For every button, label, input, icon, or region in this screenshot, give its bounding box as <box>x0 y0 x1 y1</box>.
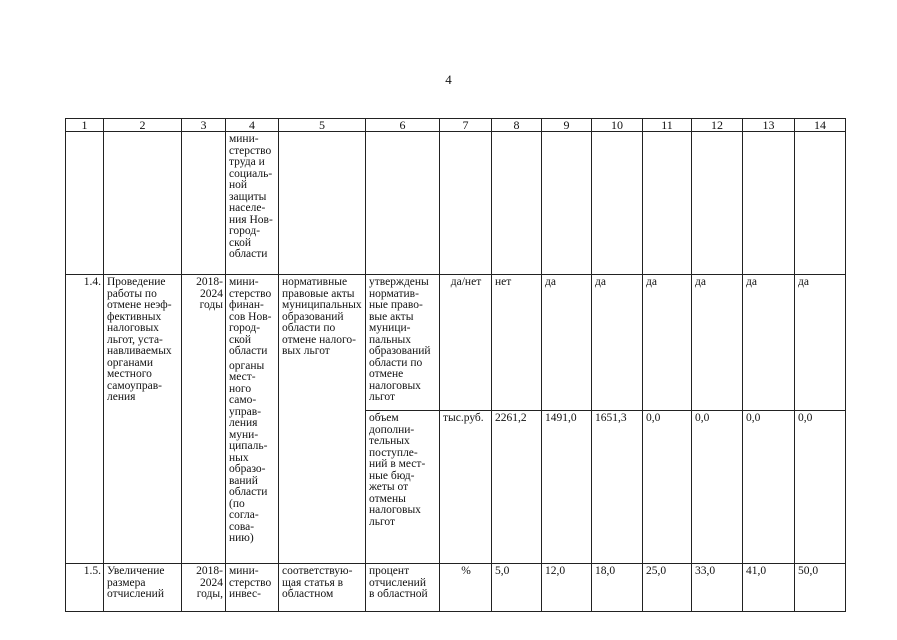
text-line: самоуправ- <box>107 379 162 392</box>
text-line: области <box>229 345 268 357</box>
period <box>182 275 226 564</box>
row-number: 1.5. <box>66 564 104 612</box>
text-line: пальных <box>369 333 411 346</box>
text-line: образований <box>282 310 344 323</box>
value-cell: 0,0 <box>743 411 795 564</box>
text-line: отмене неэф- <box>107 299 172 311</box>
text-line: области по <box>369 356 423 369</box>
text-line: отмены <box>369 492 406 505</box>
text-line: тельных <box>369 435 410 447</box>
value-cell: 5,0 <box>492 564 542 612</box>
indicator-unit: % <box>440 564 492 612</box>
text-line: населе- <box>229 202 266 214</box>
period <box>182 564 226 612</box>
text-line: социаль- <box>229 167 273 180</box>
page-number: 4 <box>445 72 452 87</box>
text-line: правовые акты <box>282 287 355 300</box>
text-line: отчислений <box>369 576 426 589</box>
text-line: ные право- <box>369 299 423 311</box>
text-line: образо- <box>229 463 266 475</box>
measure-name <box>104 275 182 564</box>
header-cell: 6 <box>366 119 440 132</box>
text-line: отчислений <box>107 588 164 600</box>
text-line: ной <box>229 179 248 191</box>
text-line: защиты <box>229 190 267 203</box>
header-cell: 2 <box>104 119 182 132</box>
text-line: норматив- <box>369 287 419 300</box>
text-line: фективных <box>107 310 162 323</box>
indicator-unit: тыс.руб. <box>440 411 492 564</box>
responsible-secondary <box>229 361 276 545</box>
text-line: муниципальных <box>282 299 362 311</box>
text-line: город- <box>229 225 261 237</box>
text-line: щая статья в <box>282 576 344 589</box>
text-line: город- <box>229 322 261 334</box>
program-table <box>65 118 846 612</box>
text-line: областном <box>282 588 334 600</box>
value-cell: да <box>692 275 743 411</box>
header-cell: 7 <box>440 119 492 132</box>
header-cell: 14 <box>795 119 846 132</box>
header-cell: 10 <box>592 119 643 132</box>
text-line: налоговых <box>369 379 421 392</box>
text-line: вых льгот <box>282 345 330 357</box>
text-line: муници- <box>369 322 411 334</box>
text-line: области <box>229 486 268 498</box>
text-line: органы <box>229 359 265 372</box>
text-line: ния Нов- <box>229 213 273 226</box>
text-line: работы по <box>107 287 157 300</box>
row-number: 1.4. <box>66 275 104 564</box>
text-line: утверждены <box>369 276 429 288</box>
value-cell: 41,0 <box>743 564 795 612</box>
text-line: 2018- <box>196 565 223 577</box>
text-line: сов Нов- <box>229 310 272 323</box>
value-cell: 0,0 <box>692 411 743 564</box>
text-line: отмене налого- <box>282 333 356 346</box>
continuation-row <box>66 132 846 275</box>
text-line: Увеличение <box>107 565 165 577</box>
responsible-cell <box>226 132 279 275</box>
responsible-text <box>229 134 276 261</box>
legal-source <box>279 275 366 564</box>
text-line: ваний <box>229 474 258 487</box>
text-line: ской <box>229 333 252 346</box>
text-line: ления <box>229 417 258 429</box>
text-line: отмене <box>369 368 404 380</box>
measure-name <box>104 564 182 612</box>
text-line: налоговых <box>369 504 421 516</box>
text-line: дополни- <box>369 423 415 436</box>
value-cell: 18,0 <box>592 564 643 612</box>
text-line: объем <box>369 412 399 424</box>
header-cell: 5 <box>279 119 366 132</box>
indicator-name <box>366 275 440 411</box>
text-line: стерство <box>229 576 272 589</box>
indicator-name <box>366 564 440 612</box>
text-line: годы <box>199 299 223 311</box>
text-line: финан- <box>229 299 264 311</box>
value-cell: 33,0 <box>692 564 743 612</box>
value-cell: 0,0 <box>795 411 846 564</box>
legal-source <box>279 564 366 612</box>
text-line: мини- <box>229 276 259 288</box>
text-line: ципаль- <box>229 440 268 452</box>
text-line: ний в мест- <box>369 458 426 470</box>
text-line: льгот <box>369 391 396 403</box>
text-line: стерство <box>229 287 272 300</box>
text-line: мест- <box>229 371 256 383</box>
value-cell: да <box>592 275 643 411</box>
table-header-row <box>66 119 846 132</box>
text-line: (по <box>229 497 245 510</box>
text-line: ного <box>229 382 252 395</box>
text-line: размера <box>107 576 146 589</box>
text-line: согла- <box>229 509 259 521</box>
value-cell: 1651,3 <box>592 411 643 564</box>
text-line: нию) <box>229 532 254 544</box>
indicator-unit: да/нет <box>440 275 492 411</box>
text-line: процент <box>369 565 410 577</box>
text-line: области <box>229 248 268 260</box>
header-cell: 11 <box>643 119 692 132</box>
text-line: навливаемых <box>107 345 172 357</box>
text-line: мини- <box>229 565 259 577</box>
responsible-cell <box>226 275 279 564</box>
text-line: местного <box>107 368 152 380</box>
text-line: льгот <box>369 515 396 528</box>
responsible-cell <box>226 564 279 612</box>
indicator-name <box>366 411 440 564</box>
text-line: образований <box>369 345 431 357</box>
text-line: органами <box>107 356 154 369</box>
value-cell: да <box>542 275 592 411</box>
text-line: в областной <box>369 588 428 600</box>
text-line: сова- <box>229 520 255 533</box>
text-line: жеты от <box>369 481 409 493</box>
text-line: льгот, уста- <box>107 333 163 346</box>
header-cell: 1 <box>66 119 104 132</box>
value-cell: 1491,0 <box>542 411 592 564</box>
text-line: вые акты <box>369 310 414 323</box>
value-cell: да <box>795 275 846 411</box>
row-1-5 <box>66 564 846 612</box>
text-line: ления <box>107 391 136 403</box>
header-cell: 3 <box>182 119 226 132</box>
header-cell: 13 <box>743 119 795 132</box>
value-cell: 25,0 <box>643 564 692 612</box>
value-cell: да <box>643 275 692 411</box>
text-line: инвес- <box>229 588 261 600</box>
value-cell: 0,0 <box>643 411 692 564</box>
text-line: ных <box>229 451 249 464</box>
text-line: нормативные <box>282 276 348 288</box>
header-cell: 4 <box>226 119 279 132</box>
row-1-4-a <box>66 275 846 411</box>
text-line: налоговых <box>107 322 159 334</box>
value-cell: да <box>743 275 795 411</box>
text-line: годы, <box>196 588 223 600</box>
text-line: труда и <box>229 156 265 168</box>
text-line: 2024 <box>200 287 223 300</box>
responsible-primary <box>229 277 276 358</box>
value-cell: 2261,2 <box>492 411 542 564</box>
text-line: муни- <box>229 428 259 441</box>
text-line: области по <box>282 322 336 334</box>
text-line: управ- <box>229 405 262 418</box>
text-line: 2018- <box>196 276 223 288</box>
value-cell: 50,0 <box>795 564 846 612</box>
text-line: соответствую- <box>282 565 353 577</box>
text-line: Проведение <box>107 276 166 288</box>
text-line: стерство <box>229 144 272 157</box>
text-line: само- <box>229 394 257 406</box>
value-cell: нет <box>492 275 542 411</box>
text-line: мини- <box>229 133 259 145</box>
text-line: поступле- <box>369 446 418 459</box>
header-cell: 9 <box>542 119 592 132</box>
text-line: ской <box>229 236 252 249</box>
text-line: 2024 <box>200 576 223 589</box>
value-cell: 12,0 <box>542 564 592 612</box>
text-line: ные бюд- <box>369 469 415 482</box>
header-cell: 8 <box>492 119 542 132</box>
header-cell: 12 <box>692 119 743 132</box>
